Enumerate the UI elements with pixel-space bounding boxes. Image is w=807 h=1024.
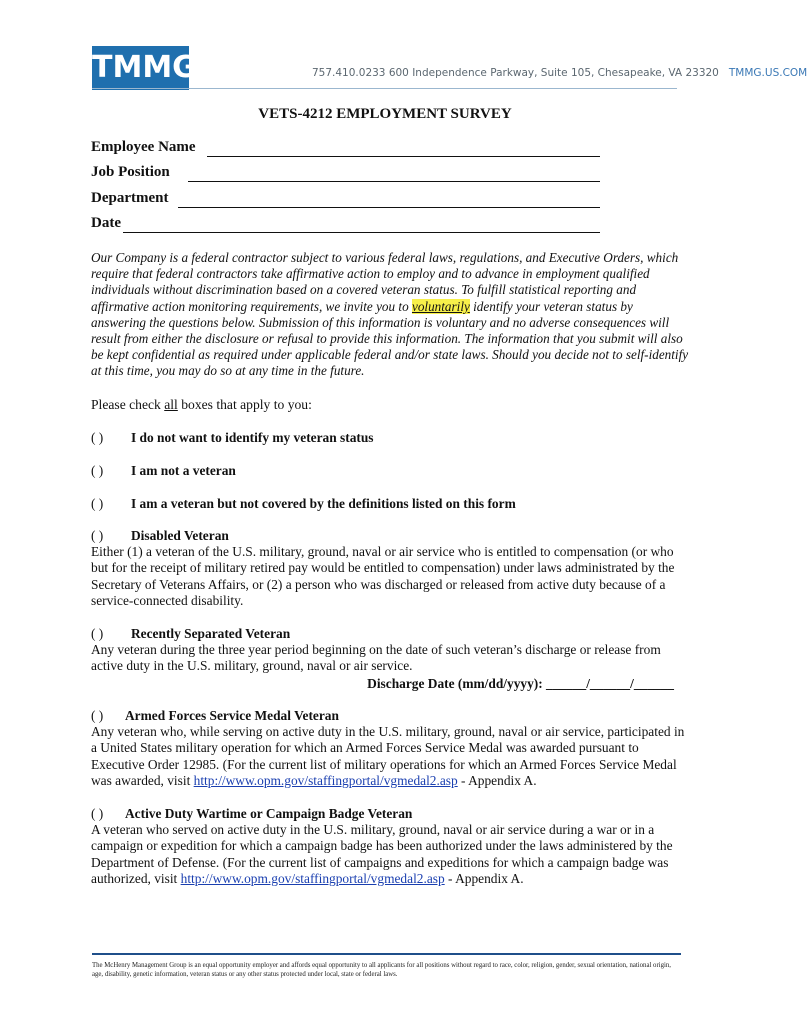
armed-forces-medal-definition: Any veteran who, while serving on active duty in the U.S. military, ground, naval or air service, participated in a United States military operation for which an Armed Forces Service Medal was awarded pursuant to Executive Order 12985. (For the current list of military operations for which an Armed Forces Service Medal was awarded, visit http://www.opm.gov/staffingportal/vgmedal2.asp - Appendix A. [91, 724, 685, 788]
option-disabled-veteran[interactable]: ( ) Disabled Veteran [91, 528, 229, 543]
checkbox[interactable]: ( ) [91, 708, 104, 723]
voluntarily-highlight: voluntarily [411, 298, 470, 314]
department-line[interactable] [178, 207, 600, 208]
checkbox[interactable]: ( ) [91, 496, 104, 511]
checkbox[interactable]: ( ) [91, 528, 104, 543]
date-label: Date [91, 215, 121, 231]
opm-link[interactable]: http://www.opm.gov/staffingportal/vgmedal2.asp [180, 870, 445, 886]
contact-info: 757.410.0233 600 Independence Parkway, Suite 105, Chesapeake, VA 23320 TMMG.US.COM [312, 67, 807, 79]
tmmg-logo: TMMG [92, 46, 189, 90]
disabled-veteran-definition: Either (1) a veteran of the U.S. military, ground, naval or air service who is entitled to compensation (or who but for the receipt of military retired pay would be entitled to compensation) under laws administrated by the Secretary of Veterans Affairs, or (2) a person who was discharged or released from active duty because of a service-connected disability. [91, 544, 675, 608]
website-link[interactable]: TMMG.US.COM [728, 67, 807, 79]
checkbox[interactable]: ( ) [91, 463, 104, 478]
checkbox[interactable]: ( ) [91, 626, 104, 641]
job-position-line[interactable] [188, 181, 600, 182]
option-recently-separated[interactable]: ( ) Recently Separated Veteran [91, 626, 291, 641]
recently-separated-definition: Any veteran during the three year period beginning on the date of such veteran’s discharge or release from active duty in the U.S. military, ground, naval or air service. [91, 642, 661, 674]
job-position-label: Job Position [91, 164, 170, 180]
department-label: Department [91, 190, 169, 206]
option-no-identify[interactable]: ( ) I do not want to identify my veteran status [91, 430, 374, 445]
discharge-date-field[interactable]: Discharge Date (mm/dd/yyyy): ______/______/______ [367, 676, 674, 691]
checkbox[interactable]: ( ) [91, 430, 104, 445]
option-armed-forces-medal[interactable]: ( ) Armed Forces Service Medal Veteran [91, 708, 339, 723]
employee-name-label: Employee Name [91, 139, 196, 155]
intro-paragraph: Our Company is a federal contractor subject to various federal laws, regulations, and Executive Orders, which require that federal contractors take affirmative action to employ and to advance in employment qualified individuals without discrimination based on a covered veteran status. To fulfill statistical reporting and affirmative action monitoring requirements, we invite you to voluntarily identify your veteran status by answering the questions below. Submission of this information is voluntary and no adverse consequences will result from either the disclosure or refusal to provide this information. The information that you submit will also be kept confidential as required under applicable federal and/or state laws. Should you decide not to self-identify at this time, you may do so at any time in the future. [91, 250, 689, 379]
page-title: VETS-4212 EMPLOYMENT SURVEY [258, 106, 512, 122]
footer-disclaimer: The McHenry Management Group is an equal opportunity employer and affords equal opportunity to all applicants for all positions without regard to race, color, religion, gender, sexual orientation, national origin, age, disability, genetic information, veteran status or any other status protected under local, state or federal laws. [92, 962, 671, 978]
employee-name-line[interactable] [207, 156, 600, 157]
wartime-campaign-definition: A veteran who served on active duty in the U.S. military, ground, naval or air service during a war or in a campaign or expedition for which a campaign badge has been authorized under the laws administered by the Department of Defense. (For the current list of campaigns and expeditions for which a campaign badge was authorized, visit http://www.opm.gov/staffingportal/vgmedal2.asp - Appendix A. [91, 822, 673, 886]
date-line[interactable] [123, 232, 600, 233]
instruction-text: Please check all boxes that apply to you: [91, 397, 312, 412]
option-not-covered[interactable]: ( ) I am a veteran but not covered by the definitions listed on this form [91, 496, 516, 511]
option-wartime-campaign[interactable]: ( ) Active Duty Wartime or Campaign Badge Veteran [91, 806, 413, 821]
checkbox[interactable]: ( ) [91, 806, 104, 821]
opm-link[interactable]: http://www.opm.gov/staffingportal/vgmedal2.asp [193, 772, 458, 788]
option-not-veteran[interactable]: ( ) I am not a veteran [91, 463, 236, 478]
footer-divider [92, 953, 681, 955]
header-divider [92, 88, 677, 89]
